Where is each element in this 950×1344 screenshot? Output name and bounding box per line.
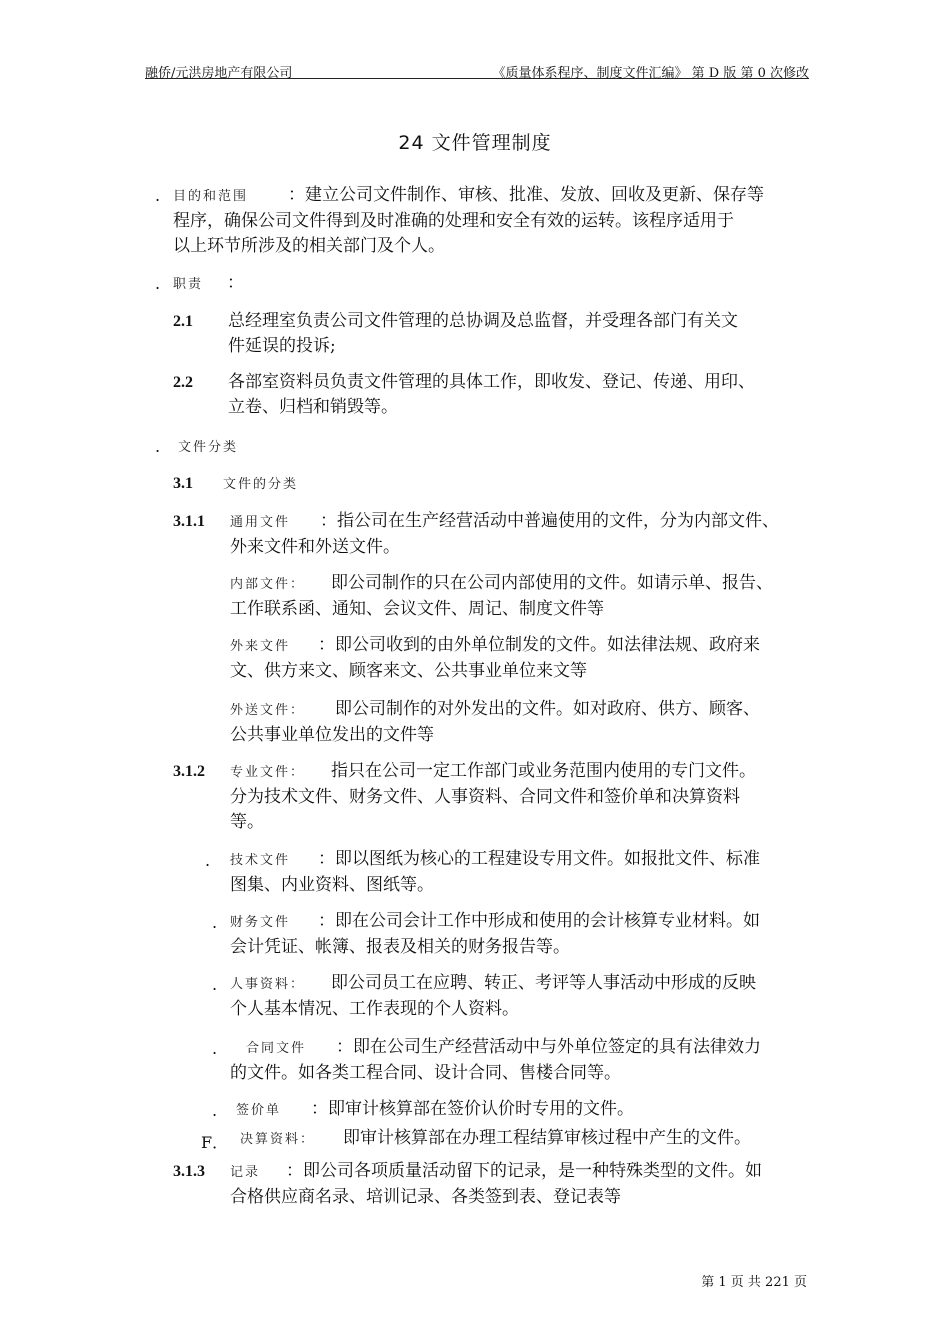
item-contract-line-2: 的文件。如各类工程合同、设计合同、售楼合同等。	[230, 1063, 621, 1083]
item-technical-line-2: 图集、内业资料、图纸等。	[230, 875, 434, 895]
item-personnel-records	[230, 971, 820, 1022]
item-price-sheet-heading: 签价单	[236, 1103, 282, 1118]
item-external-documents	[230, 633, 820, 684]
item-financial-line-2: 会计凭证、帐簿、报表及相关的财务报告等。	[230, 937, 570, 957]
item-outgoing-heading: 外送文件：	[230, 703, 306, 718]
item-price-sheet	[236, 1097, 826, 1123]
item-settlement-records	[240, 1126, 830, 1152]
page-number: 第 1 页 共 221 页	[701, 1275, 807, 1290]
clause-3-1-2-number: 3.1.2	[173, 763, 205, 780]
item-contract-marker: .	[212, 1039, 218, 1058]
item-personnel-heading: 人事资料：	[230, 977, 306, 992]
clause-3-1	[223, 471, 298, 497]
item-financial-documents	[230, 909, 820, 960]
clause-3-1-3	[230, 1159, 820, 1210]
item-technical-line-1: ：即以图纸为核心的工程建设专用文件。如报批文件、标准	[318, 849, 761, 869]
item-technical-marker: .	[205, 851, 211, 870]
section-2-colon: ：	[227, 273, 245, 293]
clause-2-1-number: 2.1	[173, 313, 193, 330]
item-external-line-1: ：即公司收到的由外单位制发的文件。如法律法规、政府来	[318, 635, 761, 655]
clause-3-1-heading: 文件的分类	[223, 477, 299, 492]
clause-3-1-2-line-2: 分为技术文件、财务文件、人事资料、合同文件和签价单和决算资料	[230, 787, 740, 807]
clause-3-1-1	[230, 509, 820, 560]
item-external-line-2: 文、供方来文、顾客来文、公共事业单位来文等	[230, 661, 587, 681]
item-settlement-heading: 决算资料：	[240, 1132, 316, 1147]
clause-2-1-line-1: 总经理室负责公司文件管理的总协调及总监督，并受理各部门有关文	[228, 311, 738, 331]
item-price-sheet-line-1: ：即审计核算部在签价认价时专用的文件。	[311, 1099, 635, 1119]
item-financial-heading: 财务文件	[230, 915, 291, 930]
clause-3-1-2-line-1: 指只在公司一定工作部门或业务范围内使用的专门文件。	[331, 761, 757, 781]
section-1-line-3: 以上环节所涉及的相关部门及个人。	[173, 236, 445, 256]
clause-3-1-3-heading: 记录	[230, 1165, 261, 1180]
clause-3-1-2-heading: 专业文件：	[230, 765, 306, 780]
item-financial-marker: .	[212, 913, 218, 932]
item-price-sheet-marker: .	[212, 1101, 218, 1120]
section-3-classification	[178, 434, 238, 460]
header-document-info: 《质量体系程序、制度文件汇编》 第 D 版 第 0 次修改	[492, 66, 809, 81]
clause-3-1-2	[230, 759, 820, 835]
section-1-marker: .	[155, 186, 161, 205]
section-2-heading: 职责	[173, 277, 204, 292]
section-3-heading: 文件分类	[178, 440, 239, 455]
clause-3-1-1-line-2: 外来文件和外送文件。	[230, 537, 400, 557]
item-internal-line-1: 即公司制作的只在公司内部使用的文件。如请示单、报告、	[331, 573, 774, 593]
clause-3-1-3-line-1: ：即公司各项质量活动留下的记录，是一种特殊类型的文件。如	[286, 1161, 763, 1181]
item-internal-line-2: 工作联系函、通知、会议文件、周记、制度文件等	[230, 599, 604, 619]
clause-2-2-line-1: 各部室资料员负责文件管理的具体工作，即收发、登记、传递、用印、	[228, 372, 755, 392]
clause-3-1-number: 3.1	[173, 475, 193, 492]
clause-3-1-1-line-1: ：指公司在生产经营活动中普遍使用的文件，分为内部文件、	[320, 511, 780, 531]
section-2-marker: .	[155, 274, 161, 293]
clause-3-1-3-line-2: 合格供应商名录、培训记录、各类签到表、登记表等	[230, 1187, 621, 1207]
clause-2-2	[228, 370, 818, 420]
item-technical-heading: 技术文件	[230, 853, 291, 868]
section-1-line-2: 程序，确保公司文件得到及时准确的处理和安全有效的运转。该程序适用于	[173, 211, 734, 231]
clause-2-1-line-2: 件延误的投诉;	[228, 336, 336, 356]
item-contract-documents	[230, 1035, 820, 1086]
clause-2-2-line-2: 立卷、归档和销毁等。	[228, 397, 398, 417]
clause-3-1-2-line-3: 等。	[230, 812, 264, 832]
clause-2-1	[228, 309, 818, 359]
section-3-marker: .	[155, 437, 161, 456]
item-settlement-line-1: 即审计核算部在办理工程结算审核过程中产生的文件。	[343, 1128, 752, 1148]
item-personnel-marker: .	[212, 975, 218, 994]
section-1-line-1: ：建立公司文件制作、审核、批准、发放、回收及更新、保存等	[288, 185, 765, 205]
item-personnel-line-2: 个人基本情况、工作表现的个人资料。	[230, 999, 519, 1019]
section-1-purpose	[173, 183, 813, 259]
item-personnel-line-1: 即公司员工在应聘、转正、考评等人事活动中形成的反映	[331, 973, 757, 993]
item-internal-heading: 内部文件：	[230, 577, 306, 592]
item-external-heading: 外来文件	[230, 639, 291, 654]
item-settlement-marker: F．	[201, 1133, 229, 1152]
section-2-responsibility	[173, 271, 244, 297]
clause-3-1-3-number: 3.1.3	[173, 1163, 205, 1180]
section-1-heading: 目的和范围	[173, 189, 249, 204]
item-outgoing-line-1: 即公司制作的对外发出的文件。如对政府、供方、顾客、	[335, 699, 761, 719]
item-financial-line-1: ：即在公司会计工作中形成和使用的会计核算专业材料。如	[318, 911, 761, 931]
item-internal-documents	[230, 571, 820, 622]
clause-3-1-1-heading: 通用文件	[230, 515, 291, 530]
clause-3-1-1-number: 3.1.1	[173, 513, 205, 530]
header-company: 融侨/元洪房地产有限公司	[145, 66, 293, 81]
item-technical-documents	[230, 847, 820, 898]
page-header	[145, 62, 809, 79]
document-title: 24 文件管理制度	[398, 132, 552, 154]
item-contract-heading: 合同文件	[246, 1041, 307, 1056]
item-outgoing-documents	[230, 697, 820, 748]
item-outgoing-line-2: 公共事业单位发出的文件等	[230, 725, 434, 745]
clause-2-2-number: 2.2	[173, 374, 193, 391]
item-contract-line-1: ：即在公司生产经营活动中与外单位签定的具有法律效力	[336, 1037, 762, 1057]
